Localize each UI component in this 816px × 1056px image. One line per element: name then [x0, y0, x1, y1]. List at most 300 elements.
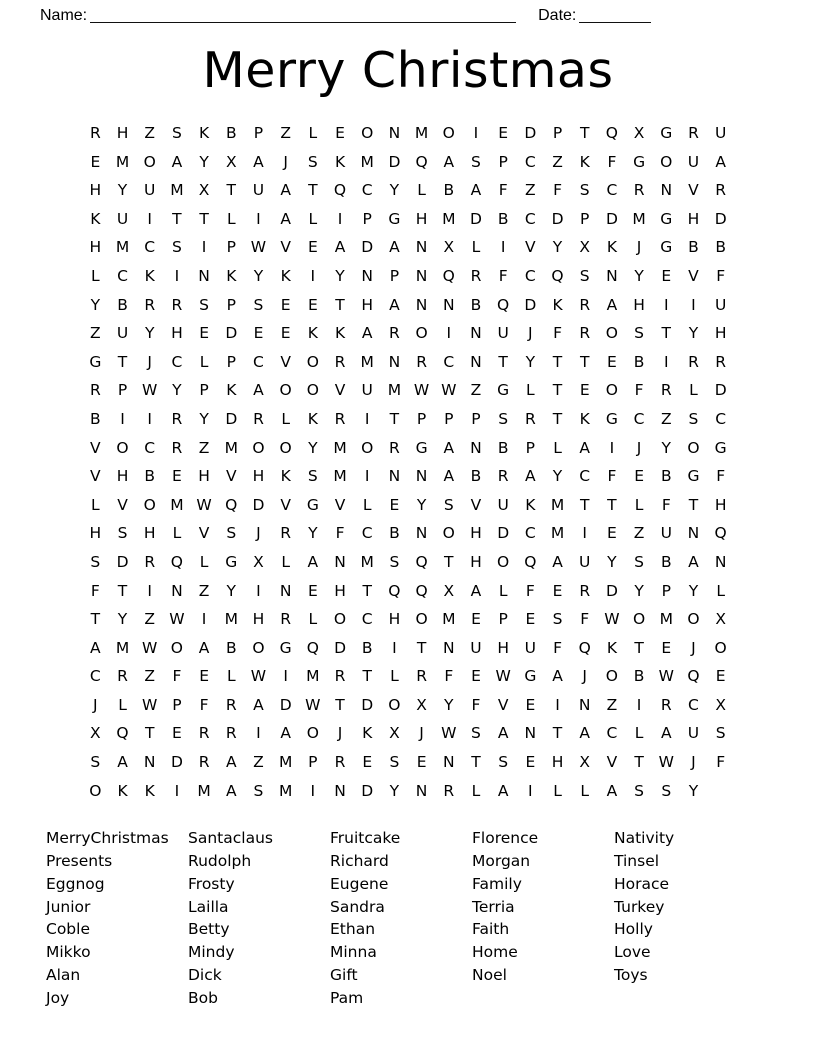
grid-cell[interactable]: P: [226, 295, 236, 314]
word-list-item[interactable]: Pam: [330, 988, 364, 1007]
grid-cell[interactable]: B: [715, 238, 726, 257]
grid-cell[interactable]: T: [552, 352, 563, 371]
grid-cell[interactable]: L: [118, 695, 127, 714]
grid-cell[interactable]: V: [280, 352, 291, 371]
grid-cell[interactable]: N: [606, 266, 618, 285]
grid-cell[interactable]: Y: [634, 581, 644, 600]
grid-cell[interactable]: R: [280, 524, 292, 543]
grid-cell[interactable]: T: [444, 552, 454, 571]
grid-cell[interactable]: N: [524, 724, 537, 743]
word-list-item[interactable]: Florence: [472, 829, 539, 848]
grid-cell[interactable]: B: [688, 238, 699, 257]
grid-cell[interactable]: H: [116, 467, 129, 486]
grid-cell[interactable]: N: [361, 266, 374, 285]
grid-cell[interactable]: N: [687, 524, 700, 543]
grid-cell[interactable]: O: [361, 438, 374, 457]
grid-cell[interactable]: F: [716, 753, 726, 772]
grid-cell[interactable]: M: [632, 209, 646, 228]
grid-cell[interactable]: R: [470, 266, 482, 285]
grid-cell[interactable]: C: [361, 524, 373, 543]
grid-cell[interactable]: U: [687, 724, 700, 743]
grid-cell[interactable]: R: [579, 581, 591, 600]
grid-cell[interactable]: K: [307, 324, 318, 343]
grid-cell[interactable]: H: [252, 467, 265, 486]
grid-cell[interactable]: R: [171, 409, 183, 428]
grid-cell[interactable]: R: [117, 667, 128, 686]
grid-cell[interactable]: D: [170, 753, 183, 772]
grid-cell[interactable]: V: [606, 753, 618, 772]
grid-cell[interactable]: V: [90, 438, 101, 457]
grid-cell[interactable]: R: [334, 753, 346, 772]
grid-cell[interactable]: H: [89, 524, 102, 543]
word-list-item[interactable]: Love: [614, 943, 651, 962]
grid-cell[interactable]: R: [198, 724, 210, 743]
grid-cell[interactable]: W: [142, 381, 158, 400]
grid-cell[interactable]: S: [715, 724, 726, 743]
grid-cell[interactable]: T: [552, 724, 563, 743]
grid-cell[interactable]: B: [633, 352, 645, 371]
grid-cell[interactable]: Y: [253, 266, 264, 285]
word-list-item[interactable]: Dick: [188, 966, 222, 985]
grid-cell[interactable]: K: [362, 724, 373, 743]
grid-cell[interactable]: O: [333, 610, 347, 629]
grid-cell[interactable]: R: [144, 552, 156, 571]
grid-cell[interactable]: U: [714, 295, 727, 314]
grid-cell[interactable]: E: [307, 581, 318, 600]
grid-cell[interactable]: N: [388, 467, 401, 486]
grid-cell[interactable]: Q: [333, 181, 347, 200]
grid-cell[interactable]: C: [524, 266, 536, 285]
grid-cell[interactable]: P: [661, 581, 671, 600]
grid-cell[interactable]: L: [417, 181, 426, 200]
grid-cell[interactable]: A: [90, 638, 101, 657]
grid-cell[interactable]: D: [361, 238, 374, 257]
grid-cell[interactable]: N: [198, 266, 210, 285]
grid-cell[interactable]: Q: [578, 638, 591, 657]
grid-cell[interactable]: O: [306, 724, 319, 743]
grid-cell[interactable]: A: [688, 552, 699, 571]
grid-cell[interactable]: P: [308, 753, 318, 772]
grid-cell[interactable]: O: [252, 438, 265, 457]
grid-cell[interactable]: X: [633, 124, 645, 142]
word-list-item[interactable]: Turkey: [614, 897, 665, 916]
grid-cell[interactable]: R: [715, 352, 727, 371]
grid-cell[interactable]: Z: [552, 152, 563, 171]
grid-cell[interactable]: F: [607, 467, 617, 486]
grid-cell[interactable]: O: [279, 438, 292, 457]
grid-cell[interactable]: S: [579, 266, 590, 285]
grid-cell[interactable]: Q: [306, 638, 319, 657]
grid-cell[interactable]: I: [174, 266, 180, 285]
grid-cell[interactable]: B: [470, 467, 482, 486]
grid-cell[interactable]: E: [525, 610, 536, 629]
grid-cell[interactable]: V: [688, 181, 699, 200]
grid-cell[interactable]: D: [605, 581, 618, 600]
grid-cell[interactable]: H: [171, 324, 183, 343]
name-blank-line[interactable]: [90, 9, 516, 23]
grid-cell[interactable]: C: [361, 610, 373, 629]
grid-cell[interactable]: X: [253, 552, 264, 571]
grid-cell[interactable]: N: [415, 238, 428, 257]
grid-cell[interactable]: T: [362, 581, 372, 600]
grid-cell[interactable]: P: [416, 409, 427, 428]
grid-cell[interactable]: M: [224, 610, 238, 629]
grid-cell[interactable]: L: [689, 381, 698, 400]
grid-cell[interactable]: Y: [90, 295, 101, 314]
grid-cell[interactable]: H: [252, 610, 265, 629]
grid-cell[interactable]: I: [256, 209, 261, 228]
grid-cell[interactable]: Q: [551, 266, 564, 285]
grid-cell[interactable]: G: [524, 667, 537, 686]
grid-cell[interactable]: C: [524, 152, 536, 171]
word-list-item[interactable]: Eggnog: [46, 874, 105, 893]
grid-cell[interactable]: E: [90, 152, 101, 171]
grid-cell[interactable]: O: [279, 381, 292, 400]
grid-cell[interactable]: N: [388, 352, 401, 371]
grid-cell[interactable]: R: [334, 352, 346, 371]
grid-cell[interactable]: N: [143, 753, 156, 772]
grid-cell[interactable]: S: [471, 724, 481, 743]
grid-cell[interactable]: I: [636, 695, 642, 714]
grid-cell[interactable]: O: [388, 695, 401, 714]
grid-cell[interactable]: K: [579, 152, 590, 171]
grid-cell[interactable]: D: [524, 295, 537, 314]
grid-cell[interactable]: Y: [117, 181, 128, 200]
grid-cell[interactable]: D: [497, 524, 510, 543]
grid-cell[interactable]: G: [633, 152, 646, 171]
grid-cell[interactable]: L: [199, 352, 209, 371]
grid-cell[interactable]: K: [117, 781, 128, 800]
grid-cell[interactable]: O: [660, 152, 673, 171]
grid-cell[interactable]: L: [526, 381, 535, 400]
grid-cell[interactable]: S: [498, 409, 509, 428]
grid-cell[interactable]: F: [580, 610, 590, 629]
grid-cell[interactable]: I: [174, 781, 180, 800]
grid-cell[interactable]: Y: [416, 495, 427, 514]
grid-cell[interactable]: I: [663, 295, 669, 314]
word-list-item[interactable]: Toys: [614, 966, 648, 985]
grid-cell[interactable]: R: [416, 667, 427, 686]
grid-cell[interactable]: P: [580, 209, 590, 228]
grid-cell[interactable]: H: [633, 295, 645, 314]
grid-cell[interactable]: O: [415, 610, 428, 629]
grid-cell[interactable]: T: [335, 295, 345, 314]
grid-cell[interactable]: P: [498, 610, 508, 629]
grid-cell[interactable]: Q: [497, 295, 510, 314]
grid-cell[interactable]: R: [660, 695, 672, 714]
grid-cell[interactable]: G: [89, 352, 102, 371]
grid-cell[interactable]: D: [361, 695, 374, 714]
grid-cell[interactable]: T: [498, 352, 508, 371]
grid-cell[interactable]: D: [225, 409, 238, 428]
grid-cell[interactable]: E: [199, 324, 209, 343]
grid-cell[interactable]: T: [90, 610, 101, 629]
grid-cell[interactable]: E: [579, 381, 590, 400]
grid-cell[interactable]: F: [498, 181, 508, 200]
grid-cell[interactable]: M: [360, 552, 374, 571]
grid-cell[interactable]: U: [497, 324, 509, 343]
grid-cell[interactable]: A: [525, 467, 536, 486]
grid-cell[interactable]: S: [634, 552, 645, 571]
word-list-item[interactable]: Betty: [188, 920, 230, 939]
grid-cell[interactable]: A: [552, 552, 563, 571]
grid-cell[interactable]: A: [280, 209, 291, 228]
word-list-item[interactable]: Eugene: [330, 874, 389, 893]
grid-cell[interactable]: B: [225, 124, 237, 142]
word-list-item[interactable]: Presents: [46, 852, 113, 871]
grid-cell[interactable]: R: [497, 467, 509, 486]
grid-cell[interactable]: W: [495, 667, 511, 686]
grid-cell[interactable]: E: [498, 124, 509, 142]
word-list-item[interactable]: Morgan: [472, 852, 531, 871]
grid-cell[interactable]: M: [333, 438, 347, 457]
grid-cell[interactable]: L: [226, 209, 236, 228]
grid-cell[interactable]: N: [415, 781, 428, 800]
grid-cell[interactable]: I: [609, 438, 615, 457]
grid-cell[interactable]: N: [334, 552, 346, 571]
grid-cell[interactable]: H: [497, 638, 509, 657]
grid-cell[interactable]: A: [443, 152, 455, 171]
grid-cell[interactable]: V: [225, 467, 237, 486]
grid-cell[interactable]: E: [199, 667, 209, 686]
grid-cell[interactable]: D: [714, 209, 727, 228]
grid-cell[interactable]: X: [198, 181, 210, 200]
grid-cell[interactable]: T: [389, 409, 400, 428]
grid-cell[interactable]: U: [116, 209, 129, 228]
word-list-item[interactable]: Coble: [46, 920, 90, 939]
grid-cell[interactable]: Y: [525, 352, 536, 371]
grid-cell[interactable]: I: [147, 581, 152, 600]
grid-cell[interactable]: R: [688, 352, 699, 371]
grid-cell[interactable]: Z: [198, 581, 210, 600]
grid-cell[interactable]: X: [579, 753, 591, 772]
grid-cell[interactable]: O: [605, 667, 618, 686]
grid-cell[interactable]: O: [143, 152, 156, 171]
grid-cell[interactable]: H: [470, 552, 482, 571]
grid-cell[interactable]: L: [553, 781, 562, 800]
grid-cell[interactable]: M: [333, 467, 347, 486]
grid-cell[interactable]: R: [579, 324, 591, 343]
grid-cell[interactable]: N: [279, 581, 292, 600]
grid-cell[interactable]: Q: [687, 667, 700, 686]
grid-cell[interactable]: Q: [415, 152, 428, 171]
grid-cell[interactable]: C: [524, 524, 536, 543]
grid-cell[interactable]: M: [550, 524, 565, 543]
grid-cell[interactable]: C: [715, 409, 727, 428]
grid-cell[interactable]: B: [117, 295, 128, 314]
grid-cell[interactable]: I: [256, 724, 261, 743]
grid-cell[interactable]: P: [471, 409, 481, 428]
grid-cell[interactable]: N: [442, 638, 455, 657]
grid-cell[interactable]: L: [91, 266, 100, 285]
word-list-item[interactable]: Family: [472, 874, 522, 893]
grid-cell[interactable]: H: [470, 524, 482, 543]
grid-cell[interactable]: E: [307, 238, 318, 257]
grid-cell[interactable]: A: [606, 295, 618, 314]
grid-cell[interactable]: O: [170, 638, 183, 657]
grid-cell[interactable]: C: [443, 352, 455, 371]
grid-cell[interactable]: C: [579, 467, 591, 486]
grid-cell[interactable]: Q: [415, 552, 428, 571]
grid-cell[interactable]: A: [361, 324, 373, 343]
grid-cell[interactable]: B: [660, 552, 672, 571]
grid-cell[interactable]: I: [147, 409, 152, 428]
grid-cell[interactable]: F: [199, 695, 209, 714]
grid-cell[interactable]: K: [199, 124, 210, 142]
grid-cell[interactable]: R: [334, 667, 346, 686]
grid-cell[interactable]: R: [389, 438, 400, 457]
word-list-item[interactable]: Faith: [472, 920, 510, 939]
grid-cell[interactable]: B: [633, 667, 645, 686]
grid-cell[interactable]: J: [419, 724, 424, 743]
grid-cell[interactable]: O: [415, 324, 428, 343]
grid-cell[interactable]: H: [551, 753, 564, 772]
grid-cell[interactable]: Y: [144, 324, 155, 343]
grid-cell[interactable]: F: [553, 181, 562, 200]
grid-cell[interactable]: O: [306, 352, 319, 371]
grid-cell[interactable]: T: [688, 495, 699, 514]
grid-cell[interactable]: K: [579, 409, 590, 428]
grid-cell[interactable]: N: [334, 781, 346, 800]
grid-cell[interactable]: W: [441, 381, 457, 400]
grid-cell[interactable]: Y: [226, 581, 237, 600]
grid-cell[interactable]: V: [470, 495, 482, 514]
grid-cell[interactable]: P: [253, 124, 264, 142]
grid-cell[interactable]: P: [498, 152, 508, 171]
grid-cell[interactable]: Z: [144, 610, 156, 629]
grid-cell[interactable]: O: [361, 124, 374, 142]
grid-cell[interactable]: M: [387, 381, 402, 400]
grid-cell[interactable]: Y: [552, 238, 563, 257]
grid-cell[interactable]: N: [415, 266, 428, 285]
grid-cell[interactable]: C: [688, 695, 699, 714]
grid-cell[interactable]: B: [497, 209, 509, 228]
grid-cell[interactable]: R: [660, 381, 672, 400]
grid-cell[interactable]: R: [253, 409, 264, 428]
grid-cell[interactable]: M: [360, 152, 374, 171]
grid-cell[interactable]: S: [552, 610, 563, 629]
grid-cell[interactable]: U: [660, 524, 672, 543]
grid-cell[interactable]: O: [116, 438, 129, 457]
grid-cell[interactable]: A: [579, 724, 591, 743]
grid-cell[interactable]: O: [605, 324, 618, 343]
grid-cell[interactable]: E: [362, 753, 373, 772]
grid-cell[interactable]: X: [416, 695, 427, 714]
grid-cell[interactable]: M: [278, 781, 293, 800]
word-list-item[interactable]: Nativity: [614, 829, 675, 848]
grid-cell[interactable]: F: [716, 467, 726, 486]
grid-cell[interactable]: C: [606, 181, 618, 200]
grid-cell[interactable]: S: [498, 753, 509, 772]
grid-cell[interactable]: C: [89, 667, 101, 686]
grid-cell[interactable]: L: [471, 781, 481, 800]
grid-cell[interactable]: T: [579, 124, 590, 142]
grid-cell[interactable]: G: [714, 438, 727, 457]
grid-cell[interactable]: J: [636, 438, 642, 457]
grid-cell[interactable]: B: [90, 409, 101, 428]
grid-cell[interactable]: I: [120, 409, 125, 428]
grid-cell[interactable]: R: [688, 124, 699, 142]
grid-cell[interactable]: I: [691, 295, 696, 314]
grid-cell[interactable]: Q: [170, 552, 183, 571]
grid-cell[interactable]: E: [471, 667, 481, 686]
grid-cell[interactable]: A: [280, 724, 291, 743]
grid-cell[interactable]: I: [283, 667, 288, 686]
grid-cell[interactable]: U: [687, 152, 700, 171]
grid-cell[interactable]: H: [89, 181, 102, 200]
grid-cell[interactable]: I: [528, 781, 533, 800]
grid-cell[interactable]: J: [283, 152, 288, 171]
grid-cell[interactable]: W: [169, 610, 185, 629]
grid-cell[interactable]: D: [279, 695, 292, 714]
grid-cell[interactable]: W: [441, 724, 457, 743]
grid-cell[interactable]: I: [582, 524, 587, 543]
grid-cell[interactable]: G: [388, 209, 401, 228]
word-search-grid[interactable]: [82, 119, 735, 805]
grid-cell[interactable]: K: [606, 638, 617, 657]
grid-cell[interactable]: A: [470, 581, 482, 600]
grid-cell[interactable]: Q: [605, 124, 618, 142]
grid-cell[interactable]: G: [225, 552, 238, 571]
grid-cell[interactable]: S: [307, 467, 318, 486]
grid-cell[interactable]: L: [390, 667, 399, 686]
grid-cell[interactable]: J: [582, 667, 587, 686]
grid-cell[interactable]: A: [660, 724, 672, 743]
grid-cell[interactable]: J: [256, 524, 261, 543]
grid-cell[interactable]: L: [199, 552, 209, 571]
grid-cell[interactable]: A: [715, 152, 726, 171]
grid-cell[interactable]: V: [334, 495, 346, 514]
grid-cell[interactable]: O: [632, 610, 646, 629]
grid-cell[interactable]: M: [115, 238, 130, 257]
grid-cell[interactable]: M: [550, 495, 565, 514]
grid-cell[interactable]: I: [446, 324, 452, 343]
grid-cell[interactable]: G: [497, 381, 510, 400]
grid-cell[interactable]: X: [443, 238, 455, 257]
grid-cell[interactable]: K: [144, 781, 155, 800]
grid-cell[interactable]: I: [663, 352, 669, 371]
grid-cell[interactable]: O: [442, 124, 455, 142]
word-list-item[interactable]: Mindy: [188, 943, 235, 962]
grid-cell[interactable]: I: [147, 209, 152, 228]
grid-cell[interactable]: B: [225, 638, 237, 657]
grid-cell[interactable]: P: [199, 381, 209, 400]
grid-cell[interactable]: D: [388, 152, 401, 171]
grid-cell[interactable]: F: [172, 667, 182, 686]
grid-cell[interactable]: H: [714, 495, 727, 514]
grid-cell[interactable]: D: [252, 495, 265, 514]
grid-cell[interactable]: H: [415, 209, 428, 228]
grid-cell[interactable]: V: [497, 695, 509, 714]
grid-cell[interactable]: N: [415, 467, 428, 486]
grid-cell[interactable]: E: [389, 495, 400, 514]
grid-cell[interactable]: Y: [607, 552, 617, 571]
grid-cell[interactable]: I: [473, 124, 479, 142]
grid-cell[interactable]: N: [415, 524, 428, 543]
grid-cell[interactable]: H: [334, 581, 346, 600]
grid-cell[interactable]: Z: [280, 124, 291, 142]
grid-cell[interactable]: O: [306, 381, 319, 400]
grid-cell[interactable]: M: [360, 352, 374, 371]
grid-cell[interactable]: F: [444, 667, 454, 686]
grid-cell[interactable]: G: [279, 638, 292, 657]
grid-cell[interactable]: O: [497, 552, 510, 571]
grid-cell[interactable]: L: [553, 438, 562, 457]
grid-cell[interactable]: I: [337, 209, 343, 228]
grid-cell[interactable]: S: [634, 781, 645, 800]
grid-cell[interactable]: Y: [199, 152, 209, 171]
grid-cell[interactable]: A: [470, 181, 482, 200]
